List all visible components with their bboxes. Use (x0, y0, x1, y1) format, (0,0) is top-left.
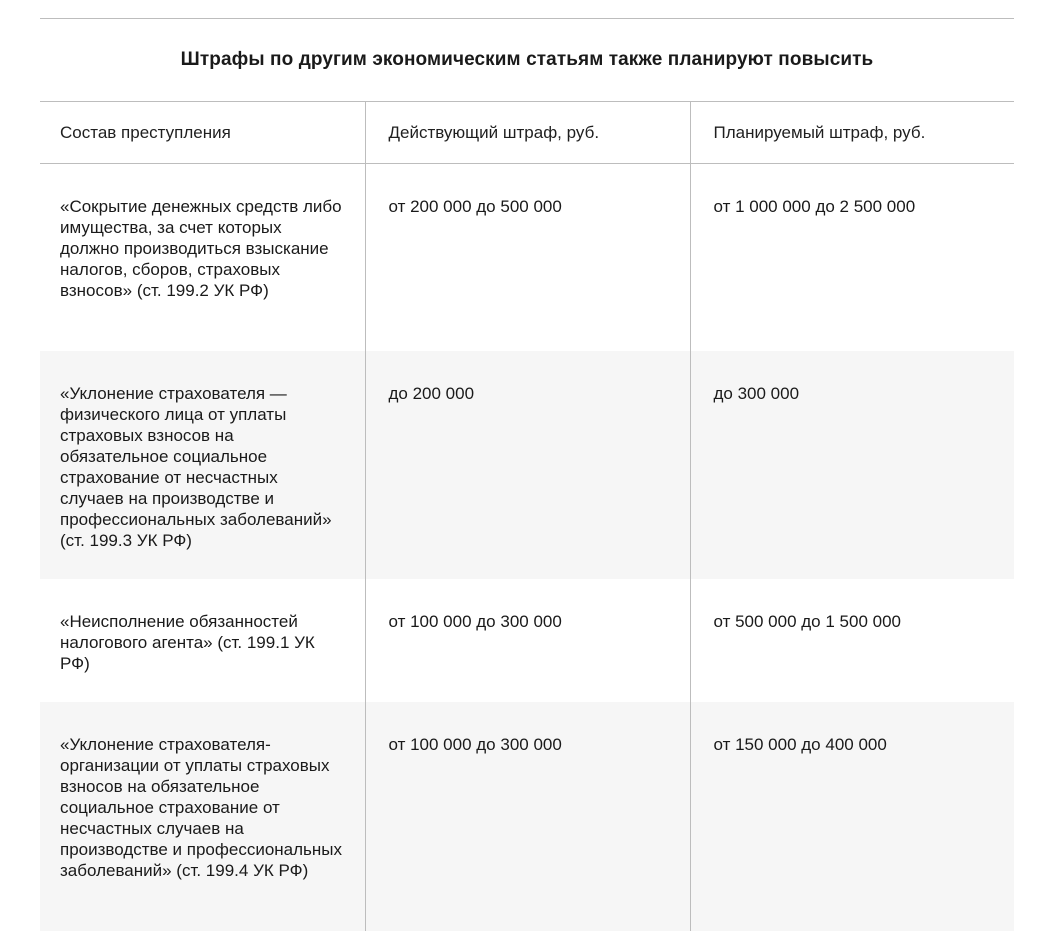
table-title: Штрафы по другим экономическим статьям также планируют повысить (180, 49, 874, 70)
table-row (40, 579, 1014, 702)
current-fine-cell: до 200 000 (365, 351, 690, 579)
table-row (40, 351, 1014, 579)
table-header (40, 102, 1014, 164)
current-fine-cell: от 100 000 до 300 000 (365, 702, 690, 931)
header-current-fine: Действующий штраф, руб. (365, 102, 690, 164)
current-fine-cell: от 100 000 до 300 000 (365, 579, 690, 702)
offense-cell: «Уклонение страхователя — физического лица от уплаты страховых взносов на обязательное социальное страхование от несчастных случаев на производстве и профессиональных заболеваний» (ст. 199.3 УК РФ) (40, 351, 365, 579)
planned-fine-cell: от 1 000 000 до 2 500 000 (690, 164, 1014, 351)
offense-cell: «Уклонение страхователя-организации от уплаты страховых взносов на обязательное социальное страхование от несчастных случаев на производстве и профессиональных заболеваний» (ст. 199.4 УК РФ) (40, 702, 365, 931)
table-body (40, 164, 1014, 931)
table-row (40, 702, 1014, 931)
planned-fine-cell: от 150 000 до 400 000 (690, 702, 1014, 931)
header-planned-fine: Планируемый штраф, руб. (690, 102, 1014, 164)
offense-cell: «Сокрытие денежных средств либо имущества, за счет которых должно производиться взыскание налогов, сборов, страховых взносов» (ст. 199.2 УК РФ) (60, 197, 342, 300)
header-row (40, 102, 1014, 164)
table-row (40, 164, 1014, 351)
fines-table-block (40, 18, 1014, 931)
current-fine-cell: от 200 000 до 500 000 (365, 164, 690, 351)
header-offense: Состав преступления (60, 122, 231, 142)
planned-fine-cell: от 500 000 до 1 500 000 (690, 579, 1014, 702)
offense-cell: «Неисполнение обязанностей налогового агента» (ст. 199.1 УК РФ) (60, 611, 315, 673)
planned-fine-cell: до 300 000 (690, 351, 1014, 579)
fines-table (40, 101, 1014, 931)
